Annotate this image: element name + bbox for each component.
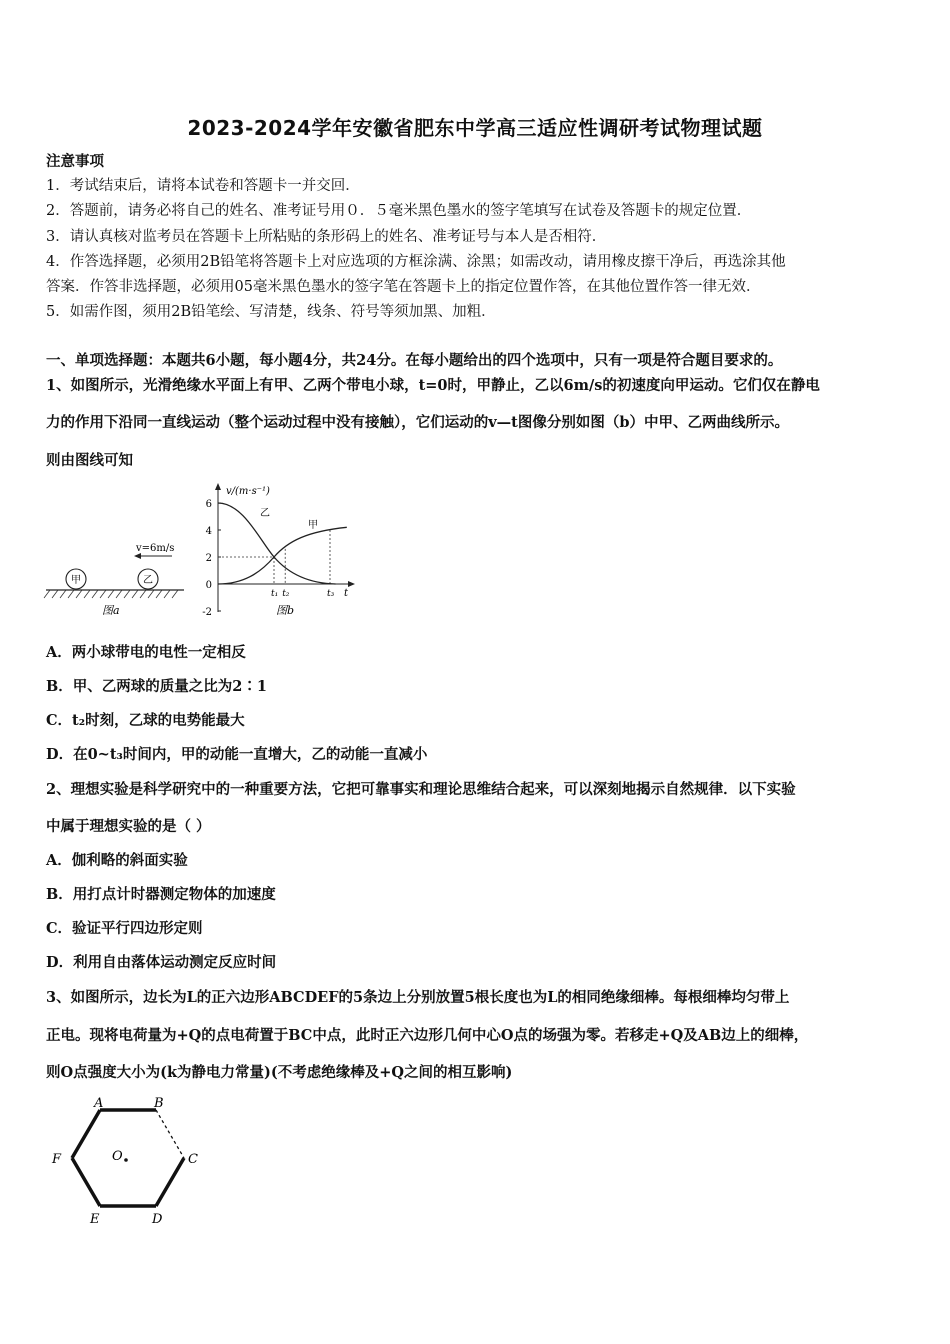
page-title: 2023-2024学年安徽省肥东中学高三适应性调研考试物理试题 — [187, 116, 763, 140]
q2-option-d: D．利用自由落体运动测定反应时间 — [46, 954, 277, 971]
fig-b-caption: 图b — [276, 604, 295, 617]
notice-heading: 注意事项 — [46, 153, 104, 170]
notice-item-3: 3．请认真核对监考员在答题卡上所粘贴的条形码上的姓名、准考证号与本人是否相符． — [46, 229, 607, 245]
y-tick-label: 0 — [205, 580, 212, 591]
q2-option-b: B．用打点计时器测定物体的加速度 — [46, 886, 276, 903]
center-point — [124, 1158, 128, 1162]
vertex-b: B — [154, 1096, 164, 1111]
section-heading: 一、单项选择题：本题共6小题，每小题4分，共24分。在每小题给出的四个选项中，只有一项是符合题目要求的。 — [46, 352, 783, 369]
center-o: O — [112, 1149, 123, 1164]
q1-option-a: A．两小球带电的电性一定相反 — [46, 644, 246, 661]
notice-item-2: 2．答题前，请务必将自己的姓名、准考证号用０．５毫米黑色墨水的签字笔填写在试卷及答题卡的规定位置． — [46, 203, 752, 219]
curve-jia-label: 甲 — [308, 520, 318, 531]
q1-stem-line-3: 则由图线可知 — [46, 452, 133, 469]
q3-stem-line-1: 3、如图所示，边长为L的正六边形ABCDEF的5条边上分别放置5根长度也为L的相同绝缘细棒。每根细棒均匀带上 — [46, 989, 790, 1006]
q3-stem-line-2: 正电。现将电荷量为+Q的点电荷置于BC中点，此时正六边形几何中心O点的场强为零。若移走+Q及AB边上的细棒， — [46, 1027, 809, 1044]
notice-item-5: 5．如需作图，须用2B铅笔绘、写清楚，线条、符号等须加黑、加粗． — [46, 304, 496, 320]
vertex-a: A — [94, 1096, 104, 1111]
q1-stem-line-2: 力的作用下沿同一直线运动（整个运动过程中没有接触），它们运动的v—t图像分别如图（b）中甲、乙两曲线所示。 — [46, 414, 790, 431]
y-axis-label: v/(m·s⁻¹) — [226, 486, 270, 497]
vertex-f: F — [52, 1152, 62, 1167]
notice-item-1: 1．考试结束后，请将本试卷和答题卡一并交回． — [46, 178, 360, 194]
ball-jia-label: 甲 — [71, 575, 81, 586]
q2-stem-line-2: 中属于理想实验的是（ ） — [46, 818, 211, 835]
curve-yi-label: 乙 — [260, 508, 270, 519]
fig-a-caption: 图a — [102, 604, 120, 617]
q2-stem-line-1: 2、理想实验是科学研究中的一种重要方法，它把可靠事实和理论思维结合起来，可以深刻地揭示自然规律．以下实验 — [46, 781, 796, 798]
q3-stem-line-3: 则O点强度大小为(k为静电力常量)(不考虑绝缘棒及+Q之间的相互影响) — [46, 1064, 513, 1081]
notice-item-4-cont: 答案．作答非选择题，必须用05毫米黑色墨水的签字笔在答题卡上的指定位置作答，在其他位置作答一律无效． — [46, 279, 761, 295]
vertex-d: D — [152, 1212, 163, 1227]
y-tick-label: 6 — [205, 499, 212, 510]
t-mark-label: t₁ — [271, 589, 279, 599]
t-mark-label: t₃ — [327, 589, 335, 599]
figure-b — [202, 483, 355, 618]
q1-option-c: C．t₂时刻，乙球的电势能最大 — [46, 712, 245, 729]
q1-figure — [40, 480, 360, 620]
y-tick-label: 4 — [205, 526, 212, 537]
edge-ef — [72, 1158, 100, 1206]
ball-yi-label: 乙 — [143, 575, 153, 586]
hexagon-figure — [44, 1092, 214, 1232]
vertex-c: C — [188, 1152, 198, 1167]
figure-a — [44, 543, 184, 617]
curve-yi — [218, 503, 336, 584]
edge-fa — [72, 1110, 100, 1158]
q1-option-d: D．在0~t₃时间内，甲的动能一直增大，乙的动能一直减小 — [46, 746, 428, 763]
q1-stem-line-1: 1、如图所示，光滑绝缘水平面上有甲、乙两个带电小球，t=0时，甲静止，乙以6m/s的初速度向甲运动。它们仅在静电 — [46, 377, 820, 394]
edge-cd — [156, 1158, 184, 1206]
vertex-e: E — [90, 1212, 100, 1227]
notice-item-4: 4．作答选择题，必须用2B铅笔将答题卡上对应选项的方框涂满、涂黑；如需改动，请用橡皮擦干净后，再选涂其他 — [46, 254, 786, 270]
y-tick-label: -2 — [202, 607, 212, 618]
q2-option-c: C．验证平行四边形定则 — [46, 920, 203, 937]
velocity-label: v=6m/s — [136, 543, 175, 554]
q2-option-a: A．伽利略的斜面实验 — [46, 852, 188, 869]
curve-jia — [218, 527, 347, 584]
y-tick-label: 2 — [205, 553, 212, 564]
edge-bc — [156, 1110, 184, 1158]
t-mark-label: t₂ — [282, 589, 290, 599]
x-axis-label: t — [344, 588, 349, 599]
q1-option-b: B．甲、乙两球的质量之比为2∶1 — [46, 678, 267, 695]
